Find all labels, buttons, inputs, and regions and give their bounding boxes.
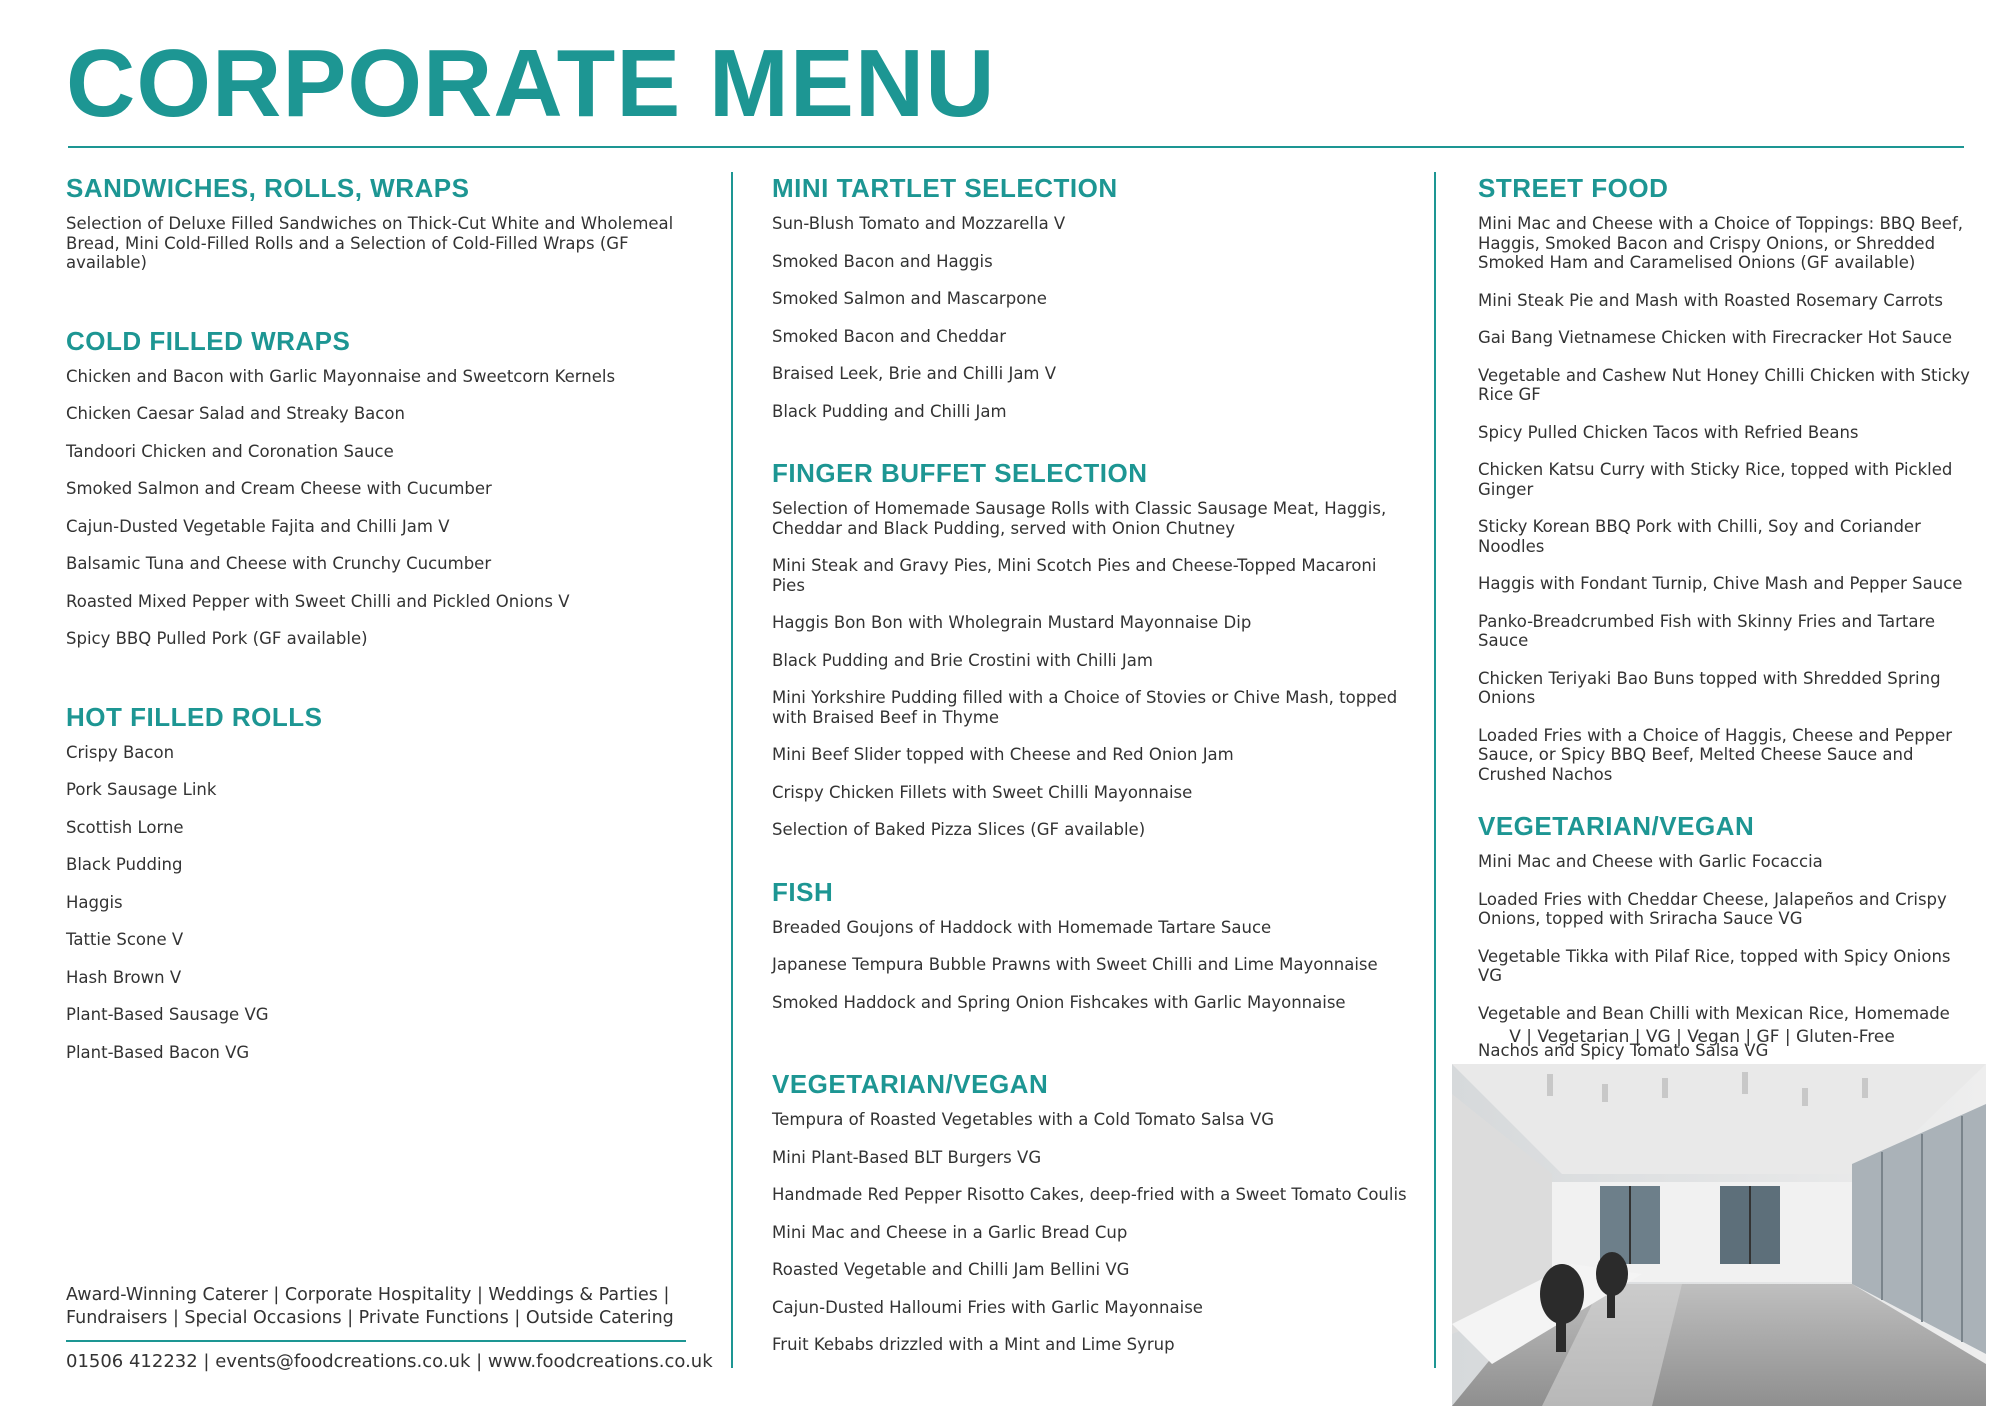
office-photo	[1452, 1064, 1986, 1406]
menu-item: Mini Mac and Cheese in a Garlic Bread Cup	[772, 1222, 1128, 1242]
section-sandwiches	[66, 172, 706, 273]
menu-item: Haggis with Fondant Turnip, Chive Mash and Pepper Sauce	[1478, 574, 1963, 593]
menu-item: Japanese Tempura Bubble Prawns with Sweet Chilli and Lime Mayonnaise	[772, 955, 1378, 974]
menu-item: Haggis	[66, 892, 123, 912]
menu-item: Vegetable Tikka with Pilaf Rice, topped with Spicy Onions VG	[1478, 946, 1951, 985]
menu-item: Chicken Teriyaki Bao Buns topped with Shredded Spring Onions	[1478, 668, 1941, 707]
section-vegetarian-vegan-2	[1478, 810, 1978, 1061]
menu-item: Chicken Katsu Curry with Sticky Rice, topped with Pickled Ginger	[1478, 460, 1953, 499]
menu-item: Handmade Red Pepper Risotto Cakes, deep-fried with a Sweet Tomato Coulis	[772, 1185, 1407, 1204]
menu-item: Crispy Bacon	[66, 742, 175, 762]
menu-item: Black Pudding and Brie Crostini with Chilli Jam	[772, 650, 1153, 670]
menu-column-3	[1478, 172, 1978, 1097]
menu-item: Cajun-Dusted Halloumi Fries with Garlic Mayonnaise	[772, 1297, 1203, 1317]
menu-item: Spicy BBQ Pulled Pork (GF available)	[66, 629, 368, 648]
menu-item: Hash Brown V	[66, 967, 182, 987]
menu-item: Mini Steak Pie and Mash with Roasted Rosemary Carrots	[1478, 290, 1943, 310]
menu-item: Braised Leek, Brie and Chilli Jam V	[772, 364, 1057, 383]
menu-item: Selection of Baked Pizza Slices (GF available)	[772, 820, 1146, 839]
section-heading: FISH	[772, 876, 834, 907]
menu-item: Roasted Mixed Pepper with Sweet Chilli and Pickled Onions V	[66, 591, 570, 611]
title-divider	[68, 146, 1964, 148]
menu-item: Black Pudding and Chilli Jam	[772, 401, 1007, 421]
section-fish	[772, 876, 1412, 1013]
menu-item: Breaded Goujons of Haddock with Homemade Tartare Sauce	[772, 917, 1272, 937]
menu-item: Fruit Kebabs drizzled with a Mint and Lime Syrup	[772, 1335, 1175, 1354]
column-divider-left	[731, 172, 733, 1368]
footer-divider	[66, 1340, 686, 1342]
menu-item: Panko-Breadcrumbed Fish with Skinny Fries and Tartare Sauce	[1478, 611, 1936, 650]
menu-item: Sun-Blush Tomato and Mozzarella V	[772, 214, 1066, 233]
section-heading: VEGETARIAN/VEGAN	[772, 1069, 1049, 1099]
menu-item: Plant-Based Bacon VG	[66, 1042, 250, 1062]
section-vegetarian-vegan-1	[772, 1068, 1412, 1355]
menu-item: Tempura of Roasted Vegetables with a Cold Tomato Salsa VG	[772, 1110, 1275, 1129]
menu-item: Mini Yorkshire Pudding filled with a Choice of Stovies or Chive Mash, topped with Braised Beef in Thyme	[772, 688, 1398, 727]
menu-item: Selection of Homemade Sausage Rolls with Classic Sausage Meat, Haggis, Cheddar and Black Pudding, served with Onion Chutney	[772, 499, 1387, 538]
menu-item: Tattie Scone V	[66, 930, 184, 949]
section-heading: STREET FOOD	[1478, 173, 1669, 203]
menu-item: Spicy Pulled Chicken Tacos with Refried Beans	[1478, 422, 1859, 442]
menu-item: Gai Bang Vietnamese Chicken with Firecracker Hot Sauce	[1478, 328, 1953, 347]
column-divider-right	[1434, 172, 1436, 1368]
section-mini-tartlet	[772, 172, 1412, 421]
menu-item: Smoked Salmon and Mascarpone	[772, 289, 1047, 308]
menu-item: Cajun-Dusted Vegetable Fajita and Chilli Jam V	[66, 516, 450, 536]
menu-item: Plant-Based Sausage VG	[66, 1005, 269, 1024]
section-heading: SANDWICHES, ROLLS, WRAPS	[66, 173, 470, 203]
menu-column-1	[66, 172, 706, 1098]
menu-item: Haggis Bon Bon with Wholegrain Mustard Mayonnaise Dip	[772, 613, 1252, 632]
menu-item: Nachos and Spicy Tomato Salsa VG	[1478, 1041, 1769, 1060]
menu-item: Chicken and Bacon with Garlic Mayonnaise and Sweetcorn Kernels	[66, 366, 616, 386]
menu-item: Smoked Bacon and Haggis	[772, 251, 993, 271]
menu-item: Loaded Fries with a Choice of Haggis, Cheese and Pepper Sauce, or Spicy BBQ Beef, Melted Cheese Sauce and Crushed Nachos	[1478, 725, 1953, 784]
menu-item: Chicken Caesar Salad and Streaky Bacon	[66, 404, 405, 423]
menu-item: Smoked Bacon and Cheddar	[772, 326, 1007, 346]
menu-item: Mini Plant-Based BLT Burgers VG	[772, 1147, 1042, 1167]
menu-item: Black Pudding	[66, 855, 183, 874]
menu-item: Crispy Chicken Fillets with Sweet Chilli Mayonnaise	[772, 782, 1193, 802]
menu-item: Mini Mac and Cheese with Garlic Focaccia	[1478, 852, 1823, 871]
menu-item: Vegetable and Cashew Nut Honey Chilli Chicken with Sticky Rice GF	[1478, 365, 1970, 404]
section-heading: VEGETARIAN/VEGAN	[1478, 811, 1755, 841]
section-finger-buffet	[772, 457, 1412, 840]
menu-item: Sticky Korean BBQ Pork with Chilli, Soy and Coriander Noodles	[1478, 517, 1921, 556]
menu-item: Tandoori Chicken and Coronation Sauce	[66, 441, 394, 461]
menu-item: Smoked Haddock and Spring Onion Fishcakes with Garlic Mayonnaise	[772, 992, 1346, 1012]
menu-item: Mini Steak and Gravy Pies, Mini Scotch Pies and Cheese-Topped Macaroni Pies	[772, 556, 1377, 595]
section-heading: COLD FILLED WRAPS	[66, 325, 351, 356]
section-heading: HOT FILLED ROLLS	[66, 701, 323, 732]
menu-item: Mini Beef Slider topped with Cheese and Red Onion Jam	[772, 745, 1234, 764]
menu-item: Roasted Vegetable and Chilli Jam Bellini VG	[772, 1260, 1130, 1279]
page-title: CORPORATE MENU	[66, 30, 996, 137]
menu-item: Balsamic Tuna and Cheese with Crunchy Cucumber	[66, 554, 492, 573]
dietary-legend: V | Vegetarian | VG | Vegan | GF | Gluten-Free	[1509, 1027, 1895, 1047]
menu-column-2	[772, 172, 1412, 1391]
menu-item: Pork Sausage Link	[66, 780, 217, 799]
footer	[66, 1284, 713, 1373]
menu-item: Smoked Salmon and Cream Cheese with Cucumber	[66, 479, 492, 498]
section-street-food	[1478, 172, 1978, 784]
menu-item: Scottish Lorne	[66, 817, 184, 837]
menu-item: Selection of Deluxe Filled Sandwiches on Thick-Cut White and Wholemeal Bread, Mini Cold-Filled Rolls and a Selection of Cold-Filled Wraps (GF available)	[66, 214, 674, 272]
menu-item: Loaded Fries with Cheddar Cheese, Jalapeños and Crispy Onions, topped with Sriracha Sauce VG	[1478, 889, 1947, 928]
section-cold-filled-wraps	[66, 325, 706, 649]
footer-contact: 01506 412232 | events@foodcreations.co.uk | www.foodcreations.co.uk	[66, 1351, 713, 1372]
footer-tagline-line2: Fundraisers | Special Occasions | Private Functions | Outside Catering	[66, 1308, 674, 1328]
section-heading: MINI TARTLET SELECTION	[772, 173, 1118, 203]
section-hot-filled-rolls	[66, 701, 706, 1063]
menu-item: Mini Mac and Cheese with a Choice of Toppings: BBQ Beef, Haggis, Smoked Bacon and Crispy Onions, or Shredded Smoked Ham and Caramelised Onions (GF available)	[1478, 214, 1963, 272]
section-heading: FINGER BUFFET SELECTION	[772, 458, 1148, 488]
menu-item: Vegetable and Bean Chilli with Mexican Rice, Homemade	[1478, 1003, 1950, 1023]
footer-tagline-line1: Award-Winning Caterer | Corporate Hospitality | Weddings & Parties |	[66, 1285, 670, 1305]
